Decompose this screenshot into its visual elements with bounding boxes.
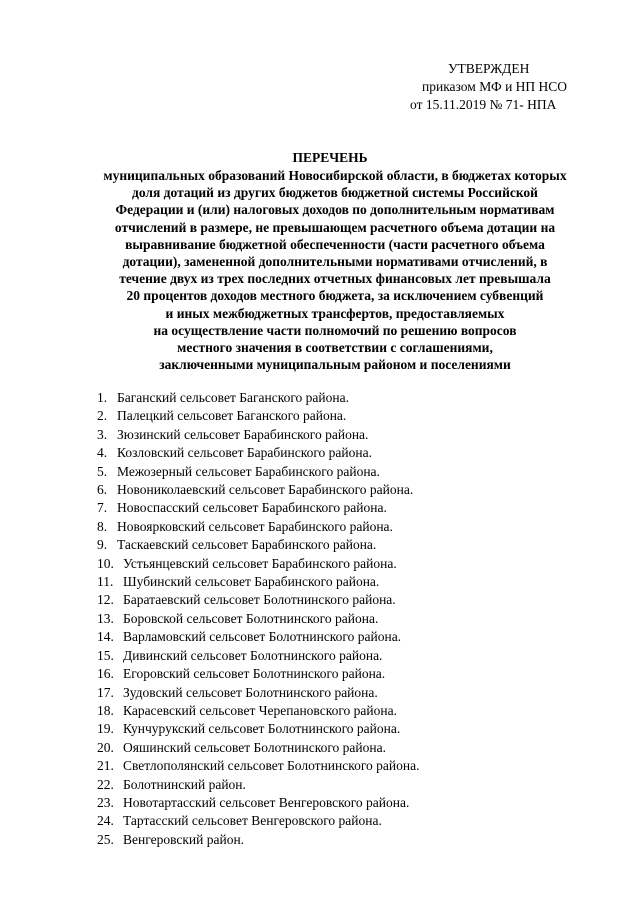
list-item — [97, 426, 420, 444]
list-item — [97, 591, 420, 609]
list-item — [97, 739, 420, 757]
list-item-text: Зудовский сельсовет Болотнинского района. — [123, 684, 378, 700]
list-item-text: Болотнинский район. — [123, 776, 246, 792]
list-item — [97, 628, 420, 646]
subtitle-line: доля дотаций из других бюджетов бюджетной системы Российской — [132, 185, 538, 201]
list-item — [97, 555, 420, 573]
list-item-text: Новоярковский сельсовет Барабинского района. — [117, 518, 393, 534]
list-item-number: 5. — [97, 463, 108, 479]
list-item-number: 16. — [97, 666, 114, 682]
list-item-text: Палецкий сельсовет Баганского района. — [117, 408, 347, 424]
list-item-text: Кунчурукский сельсовет Болотнинского района. — [123, 721, 401, 737]
list-item-text: Таскаевский сельсовет Барабинского района. — [117, 537, 377, 553]
list-item — [97, 794, 420, 812]
list-item-number: 7. — [97, 500, 108, 516]
subtitle-line: выравнивание бюджетной обеспеченности (части расчетного объема — [125, 236, 545, 252]
list-item — [97, 702, 420, 720]
list-item — [97, 757, 420, 775]
list-item-number: 6. — [97, 482, 108, 498]
list-item — [97, 536, 420, 554]
document-title: ПЕРЕЧЕНЬ — [292, 150, 368, 165]
list-item-text: Тартасский сельсовет Венгеровского района. — [123, 813, 382, 829]
list-item-text: Ояшинский сельсовет Болотнинского района. — [123, 739, 386, 755]
list-item — [97, 463, 420, 481]
list-item-number: 17. — [97, 684, 114, 700]
list-item — [97, 610, 420, 628]
list-item-number: 10. — [97, 555, 114, 571]
subtitle-line: отчислений в размере, не превышающем расчетного объема дотации на — [114, 219, 556, 235]
list-item-text: Новотартасский сельсовет Венгеровского района. — [123, 794, 410, 810]
list-item-number: 12. — [97, 592, 114, 608]
approval-stamp — [410, 60, 610, 114]
list-item-text: Устьянцевский сельсовет Барабинского района. — [123, 555, 397, 571]
list-item-number: 4. — [97, 445, 108, 461]
list-item-text: Дивинский сельсовет Болотнинского района. — [123, 647, 383, 663]
list-item-number: 3. — [97, 426, 108, 442]
subtitle-line: муниципальных образований Новосибирской области, в бюджетах которых — [103, 168, 567, 183]
list-item — [97, 720, 420, 738]
subtitle-line: Федерации и (или) налоговых доходов по дополнительным нормативам — [115, 202, 555, 218]
approval-heading: УТВЕРЖДЕН — [448, 61, 530, 76]
list-item — [97, 499, 420, 517]
subtitle-line: и иных межбюджетных трансфертов, предоставляемых — [165, 305, 505, 321]
list-item-text: Боровской сельсовет Болотнинского района. — [123, 610, 379, 626]
list-item-number: 22. — [97, 776, 114, 792]
list-item — [97, 407, 420, 425]
subtitle-line: заключенными муниципальным районом и поселениями — [159, 357, 511, 373]
list-item-text: Новоспасский сельсовет Барабинского района. — [117, 500, 387, 516]
list-item — [97, 812, 420, 830]
list-item-number: 13. — [97, 610, 114, 626]
list-item-text: Баганский сельсовет Баганского района. — [117, 390, 349, 405]
list-item-number: 23. — [97, 794, 114, 810]
list-item — [97, 831, 420, 849]
list-item — [97, 647, 420, 665]
subtitle-line: дотации), замененной дополнительными нормативами отчислений, в — [122, 254, 548, 270]
list-item — [97, 481, 420, 499]
approval-date: от 15.11.2019 № 71- НПА — [410, 97, 557, 112]
list-item-number: 15. — [97, 647, 114, 663]
subtitle-line: течение двух из трех последних отчетных финансовых лет превышала — [119, 271, 551, 287]
list-item-text: Новониколаевский сельсовет Барабинского района. — [117, 482, 414, 498]
list-item-text: Шубинский сельсовет Барабинского района. — [123, 574, 380, 590]
list-item-text: Зюзинский сельсовет Барабинского района. — [117, 426, 369, 442]
list-item — [97, 518, 420, 536]
list-item-number: 11. — [97, 574, 114, 590]
list-item-number: 24. — [97, 813, 114, 829]
list-item-text: Козловский сельсовет Барабинского района. — [117, 445, 372, 461]
list-item-text: Венгеровский район. — [123, 831, 245, 847]
list-item-text: Егоровский сельсовет Болотнинского района. — [123, 666, 386, 682]
list-item-number: 2. — [97, 408, 108, 424]
list-item-number: 21. — [97, 758, 114, 774]
list-item — [97, 389, 420, 407]
list-item-number: 18. — [97, 702, 114, 718]
list-item-number: 9. — [97, 537, 108, 553]
list-item-number: 8. — [97, 518, 108, 534]
list-item — [97, 776, 420, 794]
list-item-number: 14. — [97, 629, 114, 645]
list-item-text: Светлополянский сельсовет Болотнинского района. — [123, 758, 420, 774]
subtitle-line: местного значения в соответствии с соглашениями, — [177, 340, 493, 356]
list-item-number: 19. — [97, 721, 114, 737]
list-item-number: 25. — [97, 831, 114, 847]
list-item — [97, 684, 420, 702]
list-item-number: 1. — [97, 390, 108, 405]
approval-order: приказом МФ и НП НСО — [422, 79, 568, 94]
list-item — [97, 444, 420, 462]
list-item — [97, 573, 420, 591]
list-item-text: Баратаевский сельсовет Болотнинского района. — [123, 592, 396, 608]
subtitle-line: на осуществление части полномочий по решению вопросов — [153, 322, 517, 338]
list-item-text: Варламовский сельсовет Болотнинского района. — [123, 629, 402, 645]
list-item-number: 20. — [97, 739, 114, 755]
list-item-text: Межозерный сельсовет Барабинского района. — [117, 463, 380, 479]
municipality-list — [97, 389, 420, 849]
document-subtitle — [60, 167, 610, 373]
list-item-text: Карасевский сельсовет Черепановского района. — [123, 702, 397, 718]
list-item — [97, 665, 420, 683]
subtitle-line: 20 процентов доходов местного бюджета, за исключением субвенций — [126, 288, 544, 304]
